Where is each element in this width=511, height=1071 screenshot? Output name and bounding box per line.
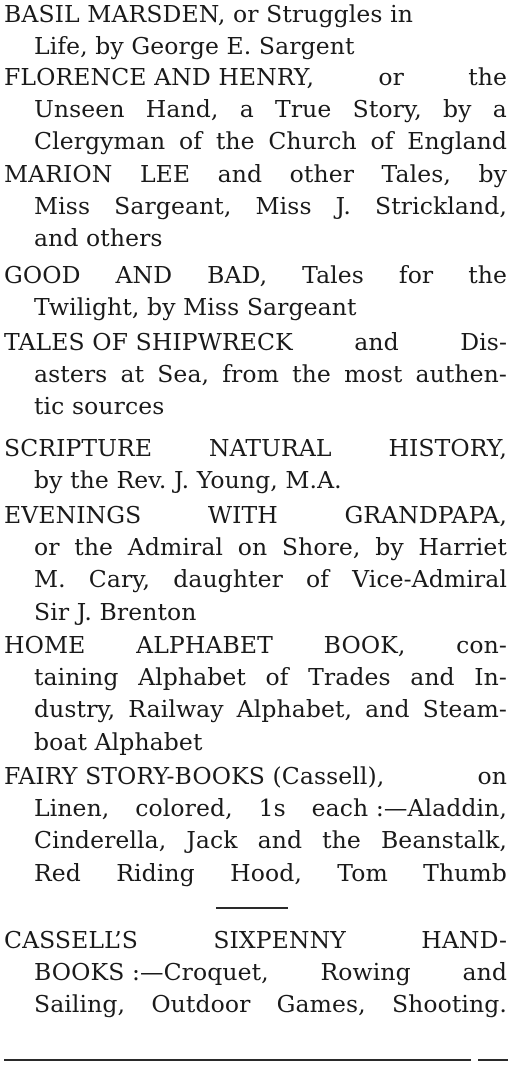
entry-description-line — [0, 596, 511, 628]
entry-text-run: Tales — [302, 261, 364, 289]
entry-description-line — [0, 988, 511, 1020]
entry-text-run: the — [292, 360, 331, 389]
entry-description-line — [0, 531, 511, 563]
entry-text-run: taining — [34, 663, 119, 692]
entry-text-run: EVENINGS — [4, 501, 142, 529]
entry-description-line — [0, 661, 511, 693]
entry-text-run: SIXPENNY — [213, 926, 346, 954]
entry-text-run: BOOKS :—Croquet, — [34, 958, 269, 987]
entry-text-run: and — [462, 958, 507, 987]
entry-text-run: Unseen — [34, 95, 125, 124]
entry-text-run: Railway — [128, 695, 224, 724]
entry-text-run: Steam- — [422, 695, 507, 724]
entry-text-run: Sea, — [157, 360, 210, 389]
entry-text-run: by — [443, 95, 472, 124]
entry-text-run: of — [265, 663, 289, 692]
entry-text-run: and — [354, 328, 399, 356]
entry-description-line — [0, 93, 511, 125]
entry-text-run: by — [478, 160, 507, 188]
entry-text-run: Harriet — [418, 533, 507, 562]
catalogue-entry-cassells-sixpenny-handbooks — [0, 924, 511, 1021]
entry-text-run: and others — [34, 224, 163, 253]
entry-text-run: Admiral — [127, 533, 224, 562]
entry-text-run: FAIRY STORY-BOOKS (Cassell), — [4, 762, 385, 790]
entry-text-run: Thumb — [423, 858, 507, 887]
entry-description-line — [0, 358, 511, 390]
entry-text-run: Sailing, — [34, 990, 126, 1019]
entry-text-run: of — [306, 565, 330, 594]
entry-text-run: BASIL MARSDEN, or Struggles in — [4, 0, 413, 28]
entry-text-run: Church — [268, 127, 357, 156]
entry-text-run: and — [365, 695, 410, 724]
entry-description-line — [0, 824, 511, 856]
entry-text-run: each :—Aladdin, — [311, 794, 507, 823]
catalogue-entry-tales-of-shipwreck — [0, 326, 511, 423]
entry-text-run: AND — [115, 261, 173, 289]
entry-text-run: Cinderella, — [34, 826, 167, 855]
entry-text-run: boat Alphabet — [34, 727, 203, 756]
catalogue-entry-good-and-bad — [0, 259, 511, 323]
entry-text-run: the — [468, 63, 507, 91]
entry-text-run: Shooting. — [391, 990, 507, 1019]
entry-text-run: GOOD — [4, 261, 81, 289]
entry-text-run: con- — [456, 631, 507, 659]
entry-text-run: In- — [474, 663, 507, 692]
entry-text-run: Alphabet, — [236, 695, 353, 724]
entry-text-run: authen- — [415, 360, 507, 389]
catalogue-entry-home-alphabet-book — [0, 629, 511, 758]
entry-text-run: Hood, — [230, 858, 302, 887]
entry-text-run: Beanstalk, — [380, 826, 507, 855]
bottom-rule-tail — [478, 1059, 508, 1061]
entry-text-run: Life, by George E. Sargent — [34, 32, 355, 61]
entry-text-run: Linen, — [34, 794, 110, 823]
entry-description-line — [0, 857, 511, 889]
entry-text-run: and — [257, 826, 303, 855]
entry-text-run: ALPHABET — [136, 631, 273, 659]
entry-text-run: M. — [34, 565, 66, 594]
entry-text-run: TALES OF SHIPWRECK — [4, 328, 293, 356]
entry-text-run: Red — [34, 858, 81, 887]
entry-text-run: other — [289, 160, 355, 188]
entry-text-run: 1s — [258, 794, 286, 823]
entry-text-run: or — [34, 533, 60, 562]
entry-text-run: LEE — [139, 160, 191, 188]
entry-text-run: WITH — [207, 501, 278, 529]
entry-title-line — [0, 158, 511, 190]
entry-title-line — [0, 499, 511, 531]
entry-text-run: on — [237, 533, 268, 562]
entry-description-line — [0, 956, 511, 988]
entry-description-line — [0, 792, 511, 824]
entry-description-line — [0, 125, 511, 157]
entry-text-run: Shore, — [281, 533, 361, 562]
catalogue-entry-evenings-with-grandpapa — [0, 499, 511, 628]
entry-text-run: the — [215, 127, 255, 156]
entry-title-line — [0, 629, 511, 661]
entry-text-run: Story, — [352, 95, 422, 124]
catalogue-entry-scripture-natural-history — [0, 432, 511, 496]
entry-text-run: colored, — [135, 794, 233, 823]
entry-text-run: HISTORY, — [388, 434, 507, 462]
entry-text-run: Twilight, by Miss Sargeant — [34, 293, 357, 322]
entry-description-line — [0, 464, 511, 496]
entry-title-line — [0, 924, 511, 956]
entry-title-line — [0, 760, 511, 792]
entry-description-line — [0, 390, 511, 422]
entry-description-line — [0, 563, 511, 595]
entry-text-run: HAND- — [421, 926, 507, 954]
entry-description-line — [0, 190, 511, 222]
entry-text-run: HOME — [4, 631, 86, 659]
entry-text-run: most — [344, 360, 403, 389]
entry-description-line — [0, 693, 511, 725]
entry-text-run: MARION — [4, 160, 113, 188]
entry-title-line — [0, 432, 511, 464]
entry-text-run: Outdoor — [151, 990, 251, 1019]
entry-text-run: Tales, — [381, 160, 451, 188]
entry-text-run: Vice-Admiral — [352, 565, 507, 594]
entry-text-run: the — [322, 826, 361, 855]
entry-text-run: daughter — [173, 565, 283, 594]
entry-text-run: BOOK, — [323, 631, 406, 659]
entry-text-run: England — [407, 127, 507, 156]
entry-text-run: by — [375, 533, 404, 562]
entry-text-run: and — [410, 663, 455, 692]
entry-text-run: CASSELL’S — [4, 926, 138, 954]
entry-title-line — [0, 0, 511, 30]
entry-text-run: on — [477, 762, 507, 790]
entry-text-run: FLORENCE AND HENRY, — [4, 63, 315, 91]
section-separator-rule — [216, 907, 288, 909]
entry-text-run: GRANDPAPA, — [344, 501, 507, 529]
entry-text-run: Miss — [255, 192, 312, 221]
entry-text-run: dustry, — [34, 695, 116, 724]
entry-text-run: tic sources — [34, 392, 165, 421]
entry-text-run: a — [492, 95, 507, 124]
catalogue-entry-marion-lee — [0, 158, 511, 255]
entry-text-run: the — [468, 261, 507, 289]
entry-text-run: by the Rev. J. Young, M.A. — [34, 466, 342, 495]
entry-description-line — [0, 222, 511, 254]
entry-description-line — [0, 30, 511, 62]
entry-text-run: Sir J. Brenton — [34, 597, 197, 626]
entry-text-run: and — [217, 160, 263, 188]
entry-title-line — [0, 326, 511, 358]
catalogue-entry-basil-marsden — [0, 0, 511, 62]
bottom-rule — [4, 1059, 471, 1061]
catalogue-entry-florence-and-henry — [0, 61, 511, 158]
entry-text-run: for — [398, 261, 434, 289]
entry-text-run: of — [370, 127, 394, 156]
entry-text-run: BAD, — [207, 261, 268, 289]
entry-text-run: Jack — [186, 826, 238, 855]
entry-text-run: Miss — [34, 192, 91, 221]
entry-text-run: asters — [34, 360, 108, 389]
entry-text-run: Games, — [276, 990, 366, 1019]
entry-text-run: of — [179, 127, 203, 156]
catalogue-entry-fairy-story-books — [0, 760, 511, 889]
entry-text-run: Hand, — [145, 95, 219, 124]
entry-text-run: Trades — [308, 663, 391, 692]
entry-text-run: Alphabet — [138, 663, 246, 692]
entry-text-run: Dis- — [460, 328, 507, 356]
entry-text-run: Cary, — [88, 565, 151, 594]
entry-text-run: True — [275, 95, 332, 124]
entry-title-line — [0, 61, 511, 93]
entry-text-run: Sargeant, — [114, 192, 232, 221]
entry-text-run: SCRIPTURE — [4, 434, 153, 462]
entry-text-run: Clergyman — [34, 127, 166, 156]
entry-description-line — [0, 726, 511, 758]
entry-text-run: Strickland, — [375, 192, 507, 221]
entry-description-line — [0, 291, 511, 323]
entry-text-run: or — [378, 63, 404, 91]
entry-text-run: a — [239, 95, 254, 124]
entry-text-run: Rowing — [320, 958, 411, 987]
entry-text-run: J. — [335, 192, 351, 221]
entry-text-run: from — [222, 360, 280, 389]
entry-text-run: Riding — [116, 858, 195, 887]
entry-title-line — [0, 259, 511, 291]
entry-text-run: NATURAL — [208, 434, 332, 462]
entry-text-run: at — [120, 360, 145, 389]
entry-text-run: the — [74, 533, 114, 562]
entry-text-run: Tom — [337, 858, 388, 887]
